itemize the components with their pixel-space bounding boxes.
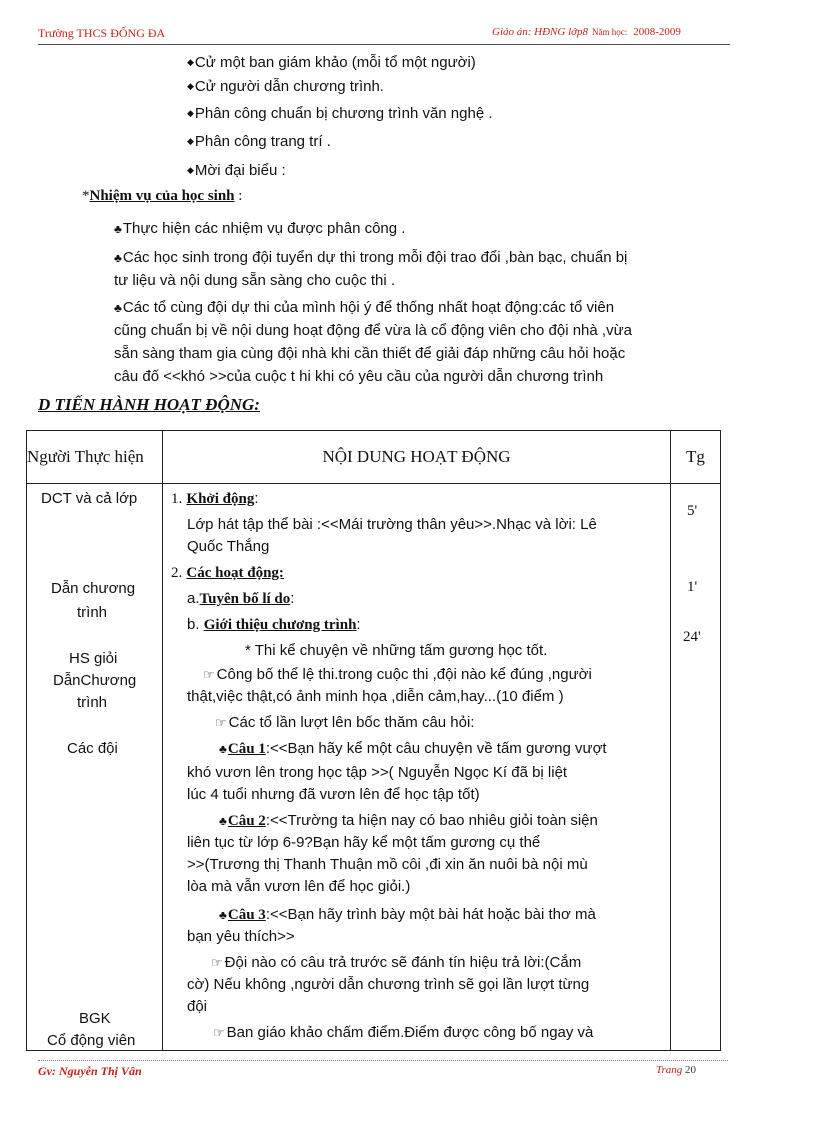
activity-1-text: Quốc Thắng (187, 538, 270, 555)
student-task-cont: câu đố <<khó >>của cuộc t hi khi có yêu cầu của người dẫn chương trình (114, 368, 604, 385)
intro-bullet: ◆Phân công trang trí . (187, 133, 331, 150)
pointing-hand-icon: ☞ (211, 955, 223, 970)
question-1-cont: lúc 4 tuổi nhưng đã vươn lên để học tập tốt) (187, 786, 480, 803)
student-task-cont: sẵn sàng tham gia cùng đội nhà khi cần thiết để giải đáp những câu hỏi hoặc (114, 345, 626, 362)
step: ☞ Các tổ lần lượt lên bốc thăm câu hỏi: (215, 714, 475, 731)
performer: HS giỏi (69, 650, 118, 667)
table-row (27, 484, 721, 1051)
header-year-label: Năm học: (592, 27, 628, 37)
performer: Cổ động viên (47, 1032, 136, 1049)
header-school: Trường THCS ĐỐNG ĐA (38, 26, 166, 40)
step: ☞ Ban giáo khảo chấm điểm.Điểm được công bố ngay và (213, 1024, 594, 1041)
step-cont: cờ) Nếu không ,người dẫn chương trình sẽ gọi lần lượt từng (187, 976, 590, 993)
header-divider (38, 44, 730, 45)
pointing-hand-icon: ☞ (215, 715, 227, 730)
diamond-bullet-icon: ◆ (187, 57, 194, 67)
activity-2b: b. Giới thiệu chương trình: (187, 616, 361, 633)
club-bullet-icon: ♣ (219, 908, 227, 922)
header-time: Tg (671, 431, 721, 484)
question-3-cont: bạn yêu thích>> (187, 928, 295, 945)
activity-table (26, 430, 721, 1051)
intro-bullet: ◆Cử một ban giám khảo (mỗi tổ một người) (187, 54, 476, 71)
performer: BGK (79, 1010, 111, 1027)
question-3: ♣Câu 3:<<Bạn hãy trình bày một bài hát hoặc bài thơ mà (219, 906, 596, 923)
content-cell (163, 484, 671, 1051)
footer-page: Trang 20 (656, 1064, 697, 1076)
question-1-cont: khó vươn lên trong học tập >>( Nguyễn Ngọc Kí đã bị liệt (187, 764, 568, 781)
footer-teacher: Gv: Nguyễn Thị Vân (38, 1064, 142, 1078)
diamond-bullet-icon: ◆ (187, 136, 194, 146)
activity-2a: a.Tuyên bố lí do: (187, 590, 295, 607)
step-cont: thật,việc thật,có ảnh minh họa ,diễn cảm,hay...(10 điểm ) (187, 688, 564, 705)
diamond-bullet-icon: ◆ (187, 165, 194, 175)
performer: DẫnChương (53, 672, 137, 689)
pointing-hand-icon: ☞ (213, 1025, 225, 1040)
intro-bullet: ◆Mời đại biểu : (187, 162, 286, 179)
header-lesson: Giáo án: HĐNG lớp8 (492, 26, 589, 38)
performer: DCT và cả lớp (41, 490, 138, 507)
question-1: ♣Câu 1:<<Bạn hãy kể một câu chuyện về tấm gương vượt (219, 740, 607, 757)
student-task: ♣Thực hiện các nhiệm vụ được phân công . (114, 220, 406, 237)
activity-1: 1. Khởi động: (171, 490, 259, 507)
intro-bullet: ◆Phân công chuẩn bị chương trình văn nghệ . (187, 105, 493, 122)
question-2-cont: lòa mà vẫn vươn lên để học giỏi.) (187, 878, 411, 895)
performer: Các đội (67, 740, 118, 757)
header-lesson-info (492, 26, 681, 38)
club-bullet-icon: ♣ (219, 814, 227, 828)
header-year: 2008-2009 (633, 26, 681, 38)
table-header-row (27, 431, 721, 484)
student-task-cont: tư liệu và nội dung sẵn sàng cho cuộc thi . (114, 272, 396, 289)
performer: trình (77, 694, 108, 711)
performer-cell (27, 484, 163, 1051)
step: ☞ Đội nào có câu trả trước sẽ đánh tín hiệu trả lời:(Cắm (211, 954, 582, 971)
header-performer: Người Thực hiện (27, 431, 163, 484)
intro-bullet: ◆Cử người dẫn chương trình. (187, 78, 384, 95)
time-value: 24' (683, 629, 701, 645)
club-bullet-icon: ♣ (114, 222, 122, 236)
activity-2: 2. Các hoạt động: (171, 565, 284, 581)
students-heading: *Nhiệm vụ của học sinh : (82, 188, 243, 204)
section-heading: D TIẾN HÀNH HOẠT ĐỘNG: (38, 395, 260, 414)
time-value: 5' (687, 503, 698, 519)
club-bullet-icon: ♣ (114, 301, 122, 315)
question-2: ♣Câu 2:<<Trường ta hiện nay có bao nhiêu giỏi toàn siện (219, 812, 598, 829)
footer-divider (38, 1060, 728, 1061)
step-cont: đội (187, 998, 208, 1015)
time-cell (671, 484, 721, 1051)
club-bullet-icon: ♣ (114, 251, 122, 265)
pointing-hand-icon: ☞ (203, 667, 215, 682)
header-content: NỘI DUNG HOẠT ĐỘNG (163, 431, 671, 484)
question-2-cont: >>(Trương thị Thanh Thuận mồ côi ,đi xin ăn nuôi bà nội mù (187, 856, 588, 873)
diamond-bullet-icon: ◆ (187, 81, 194, 91)
question-2-cont: liên tục từ lớp 6-9?Bạn hãy kể một tấm gương cụ thể (187, 834, 541, 851)
step: ☞ Công bố thể lệ thi.trong cuộc thi ,đội nào kể đúng ,người (203, 666, 592, 683)
club-bullet-icon: ♣ (219, 742, 227, 756)
diamond-bullet-icon: ◆ (187, 108, 194, 118)
activity-1-text: Lớp hát tập thể bài :<<Mái trường thân yêu>>.Nhạc và lời: Lê (187, 516, 597, 533)
student-task: ♣Các tổ cùng đội dự thi của mình hội ý để thống nhất hoạt động:các tổ viên (114, 299, 615, 316)
performer: Dẫn chương (51, 580, 136, 597)
contest-title: * Thi kể chuyện về những tấm gương học tốt. (245, 642, 548, 659)
student-task-cont: cũng chuẩn bị về nội dung hoạt động để vừa là cổ động viên cho đội nhà ,vừa (114, 322, 632, 339)
student-task: ♣Các học sinh trong đội tuyển dự thi trong mỗi đội trao đổi ,bàn bạc, chuẩn bị (114, 249, 628, 266)
time-value: 1' (687, 579, 698, 595)
performer: trình (77, 604, 108, 621)
